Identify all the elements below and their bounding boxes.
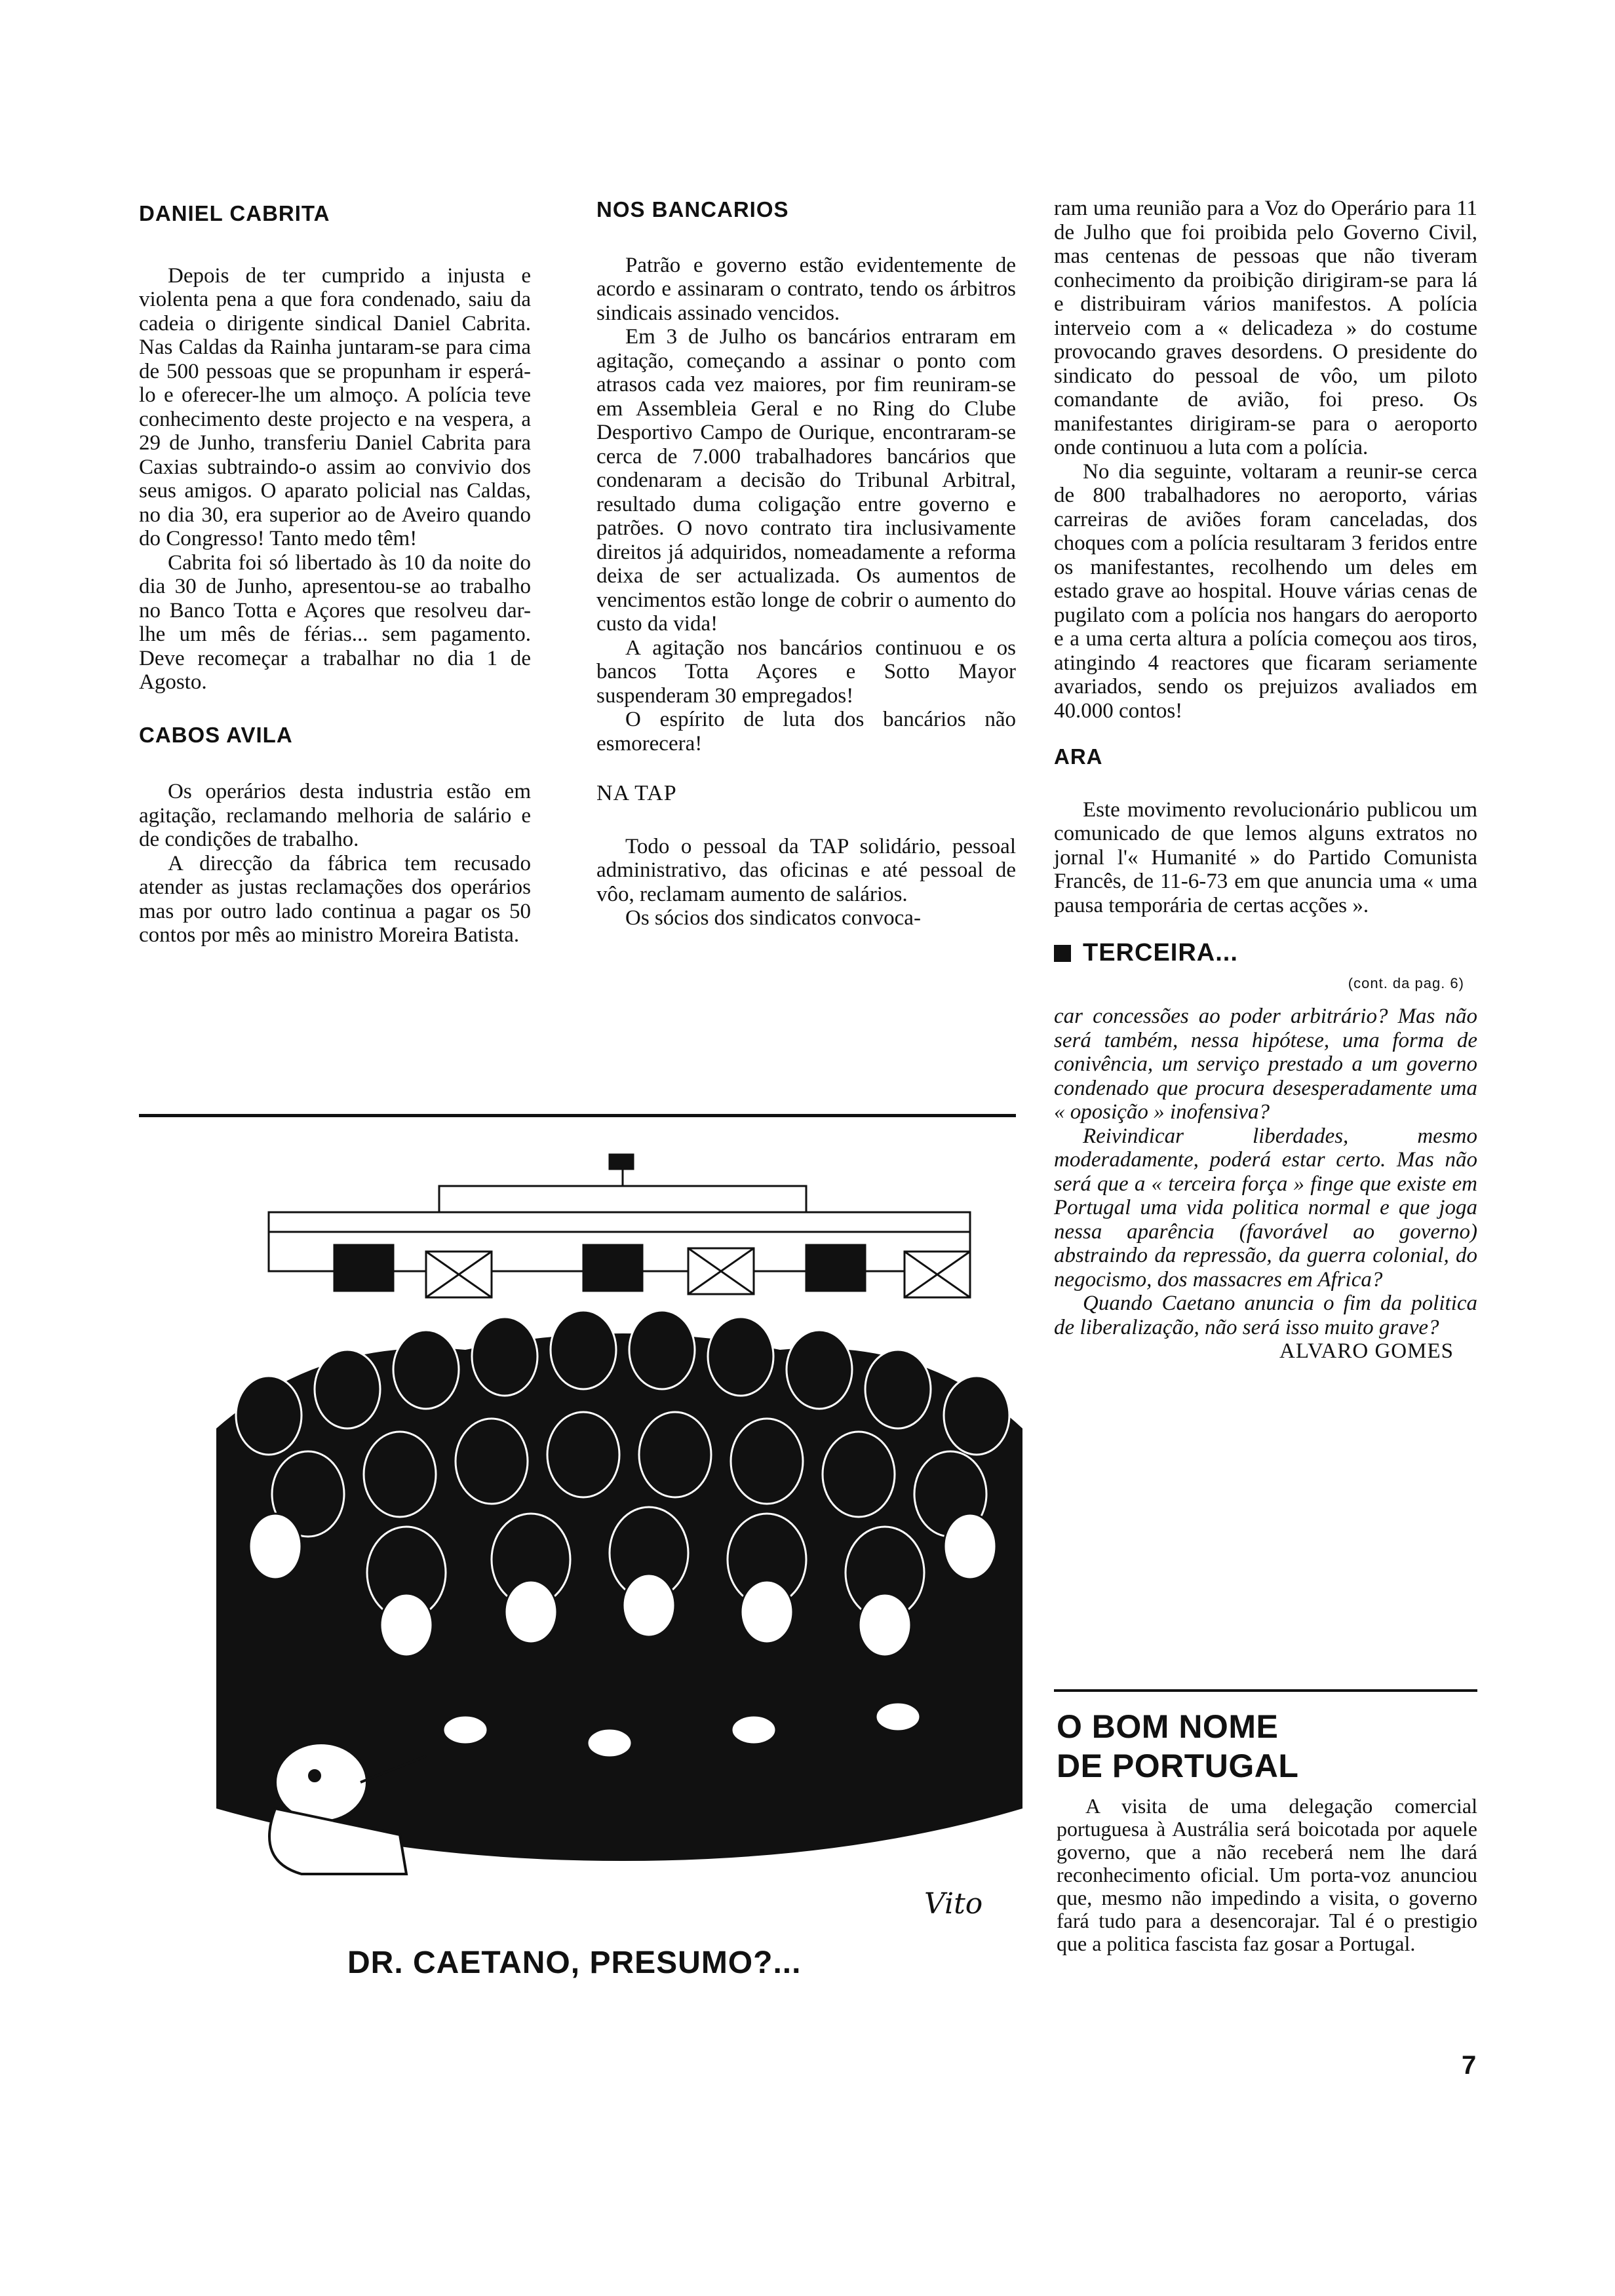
- terceira-heading: [1054, 941, 1477, 965]
- nos-bancarios-paragraph-1: Patrão e governo estão evidentemente de acordo e assinaram o contrato, tendo os árbitros sindicais assinado vencidos.: [596, 253, 1016, 325]
- bom-nome-paragraph: A visita de uma delegação comercial portuguesa à Austrália será boicotada por aquele governo, que a não receberá nem lhe dará reconhecimento oficial. Um porta-voz anunciou que, mesmo não impedindo a visita, o governo fará tudo para a desencorajar. Tal é o prestigio que a politica fascista faz gosar a Portugal.: [1057, 1794, 1477, 1955]
- cartoon-caption: DR. CAETANO, PRESUMO?...: [347, 1945, 802, 1980]
- terceira-heading-text: TERCEIRA...: [1083, 939, 1238, 966]
- na-tap-paragraph-2: Os sócios dos sindicatos convoca-: [625, 906, 921, 930]
- cabos-avila-paragraph-2: A direcção da fábrica tem recusado atender as justas reclamações dos operários mas por outro lado continua a pagar os 50 contos por mês ao ministro Moreira Batista.: [139, 851, 531, 947]
- column-2: [596, 198, 1016, 930]
- ara-paragraph: Este movimento revolucionário publicou um comunicado de que lemos alguns extratos no jornal l'« Humanité » do Partido Comunista Francês, de 11-6-73 em que anuncia uma « uma pausa temporária de certas acções ».: [1054, 797, 1477, 917]
- ara-heading: ARA: [1054, 744, 1103, 769]
- nos-bancarios-heading: NOS BANCARIOS: [596, 197, 789, 221]
- bom-nome-heading-line-1: O BOM NOME: [1057, 1708, 1279, 1745]
- square-bullet-icon: [1054, 945, 1071, 962]
- na-tap-heading: NA TAP: [596, 781, 677, 805]
- daniel-cabrita-heading: DANIEL CABRITA: [139, 201, 330, 225]
- tap-continuation-paragraph-1: ram uma reunião para a Voz do Operário para 11 de Julho que foi proibida pelo Governo Civil, mas centenas de pessoas que não tiveram conhecimento da proibição dirigiram-se para lá e distribuiram vários manifestos. A polícia interveio com a « delicadeza » do costume provocando graves desordens. O presidente do sindicato do pessoal de vôo, um piloto comandante de avião, foi preso. Os manifestantes dirigiram-se para o aeroporto onde continuou a luta com a polícia.: [1054, 197, 1477, 459]
- cabos-avila-heading: CABOS AVILA: [139, 722, 293, 747]
- horizontal-rule-right: [1054, 1689, 1477, 1692]
- nos-bancarios-paragraph-2: Em 3 de Julho os bancários entraram em agitação, começando a assinar o ponto com atrasos cada vez maiores, por fim reuniram-se em Assembleia Geral e no Ring do Clube Desportivo Campo de Ourique, encontraram-se cerca de 7.000 trabalhadores bancários que condenaram a decisão do Tribunal Arbitral, resultado duma coligação entre governo e patrões. O novo contrato tira inclusivamente direitos já adquiridos, nomeadamente a reforma deixa de ser actualizada. Os aumentos de vencimentos estão longe de cobrir o aumento do custo da vida!: [596, 325, 1016, 636]
- tap-continuation-paragraph-2: No dia seguinte, voltaram a reunir-se cerca de 800 trabalhadores no aeroporto, várias carreiras de aviões foram canceladas, dos choques com a polícia resultaram 3 feridos entre os manifestantes, recolhendo um deles em estado grave ao hospital. Houve várias cenas de pugilato com a polícia nos hangars do aeroporto e a uma certa altura a polícia começou aos tiros, atingindo 4 reactores que ficaram seriamente avariados, sendo os prejuizos avaliados em 40.000 contos!: [1054, 459, 1477, 723]
- terceira-paragraph-3: Quando Caetano anuncia o fim da politica de liberalização, não será isso muito grave?: [1054, 1292, 1477, 1339]
- bom-nome-article: [1057, 1707, 1477, 1955]
- daniel-cabrita-paragraph-1: Depois de ter cumprido a injusta e violenta pena a que fora condenado, saiu da cadeia o dirigente sindical Daniel Cabrita. Nas Caldas da Rainha juntaram-se para cima de 500 pessoas que se propunham ir esperá-lo e oferecer-lhe um almoço. A polícia teve conhecimento deste projecto e na vespera, a 29 de Junho, transferiu Daniel Cabrita para Caxias subtraindo-o assim ao convivio dos seus amigos. O aparato policial nas Caldas, no dia 30, era superior ao de Aveiro quando do Congresso! Tanto medo têm!: [139, 263, 531, 550]
- page-number: 7: [1462, 2051, 1477, 2080]
- terceira-body: [1054, 1004, 1477, 1339]
- cartoon-signature: Vito: [924, 1887, 983, 1921]
- police-crowd-cartoon: [190, 1153, 1049, 1933]
- bom-nome-heading-line-2: DE PORTUGAL: [1057, 1748, 1299, 1784]
- author-signature: ALVARO GOMES: [1279, 1339, 1454, 1363]
- column-3-top: [1054, 197, 1477, 1364]
- column-1: [139, 202, 531, 947]
- terceira-paragraph-2: Reivindicar liberdades, mesmo moderadamente, poderá estar certo. Mas não será que a « terceira força » finge que existe em Portugal uma vida politica normal e que joga nessa aparência (favorável ao governo) abstraindo da repressão, da guerra colonial, do negocismo, dos massacres em Africa?: [1054, 1124, 1477, 1292]
- terceira-paragraph-1: car concessões ao poder arbitrário? Mas não será também, nessa hipótese, uma forma de conivência, um serviço prestado a um governo condenado que procura desesperadamente uma « oposição » inofensiva?: [1054, 1004, 1477, 1124]
- horizontal-rule-left: [139, 1114, 1016, 1117]
- na-tap-paragraph-1: Todo o pessoal da TAP solidário, pessoal administrativo, das oficinas e até pessoal de vôo, reclamam aumento de salários.: [596, 834, 1016, 906]
- cabos-avila-paragraph-1: Os operários desta industria estão em agitação, reclamando melhoria de salário e de condições de trabalho.: [139, 780, 531, 851]
- nos-bancarios-paragraph-3: A agitação nos bancários continuou e os bancos Totta Açores e Sotto Mayor suspenderam 30 empregados!: [596, 636, 1016, 708]
- daniel-cabrita-paragraph-2: Cabrita foi só libertado às 10 da noite do dia 30 de Junho, apresentou-se ao trabalho no Banco Totta e Açores que resolveu dar-lhe um mês de férias... sem pagamento. Deve recomeçar a trabalhar no dia 1 de Agosto.: [139, 550, 531, 694]
- continued-from-note: (cont. da pag. 6): [1348, 974, 1464, 991]
- nos-bancarios-paragraph-4: O espírito de luta dos bancários não esmorecera!: [596, 708, 1016, 756]
